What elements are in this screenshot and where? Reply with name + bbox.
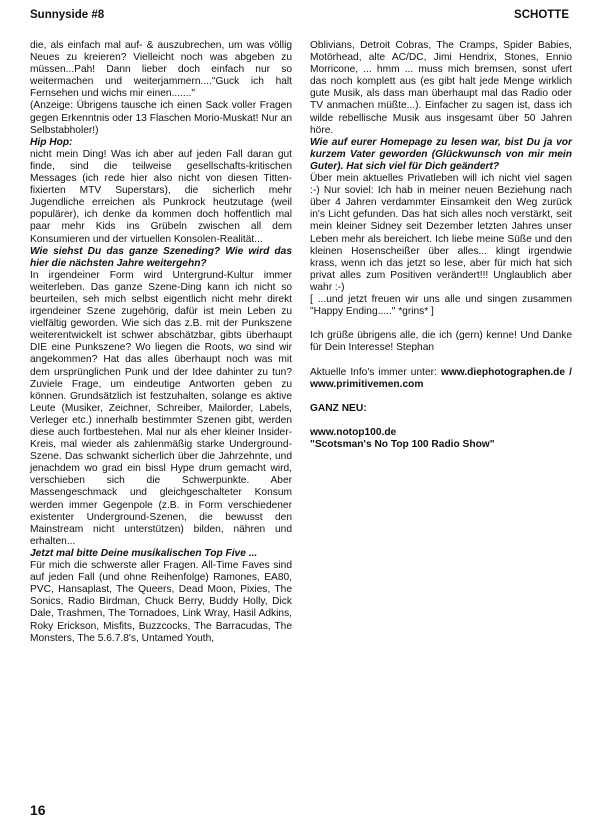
paragraph-spacer <box>310 415 572 427</box>
interview-question: Jetzt mal bitte Deine musikalischen Top Five ... <box>30 547 258 559</box>
right-column <box>310 40 572 451</box>
info-links <box>310 367 572 391</box>
paragraph-spacer <box>310 391 572 403</box>
answer-paragraph: (Anzeige: Übrigens tausche ich einen Sack voller Fragen gegen Erkenntnis oder 13 Flaschen Morio-Muskat! Nur an Selbstabholer!) <box>30 100 292 136</box>
answer-paragraph: nicht mein Ding! Was ich aber auf jeden Fall daran gut finde, sind die teilweise gesellschafts-kritischen Messages (ich rede hier also nicht von diesen Titten-fixierten MTV Superstars), die sicherlich mehr Jugendliche erreichen als Punkrock heutzutage (weil populärer), ich denke da kommen doch hoffentlich mal paar mehr Kids ins Grübeln zwischen all dem Konsumieren und der virtuellen Konsolen-Realität... <box>30 148 292 245</box>
section-title: SCHOTTE <box>514 9 569 21</box>
page-number: 16 <box>30 802 46 818</box>
paragraph-spacer <box>310 318 572 330</box>
left-column <box>30 40 292 645</box>
interview-question: Hip Hop: <box>30 136 73 148</box>
magazine-issue-title: Sunnyside #8 <box>30 9 105 21</box>
answer-paragraph: die, als einfach mal auf- & auszubrechen, um was völlig Neues zu kreieren? Vielleicht noch was abgeben zu müssen...Pah! Dann lieber doch einfach nur so weitermachen und weiterjammern...."Guck ich halt Fernsehen und wichs mir einen......." <box>30 40 292 100</box>
answer-paragraph: In irgendeiner Form wird Untergrund-Kultur immer weiterleben. Das ganze Szene-Ding kann ich nicht so beurteilen, seh mich selbst eigentlich nicht mehr direkt irgendeiner Szene zugehörig, dafür ist mein Leben zu vielfältig geworden. Wie sich das z.B. mit der Punkszene weiterentwickelt ist schwer abschätzbar, gibts überhaupt DIE eine Punkszene? Wo liegen die Roots, wo sind wir angekommen? Hat das alles überhaupt noch was mit dem ursprünglichen Punk und der Idee dahinter zu tun? Zuviele Frage, um eindeutige Antworten geben zu können. Grundsätzlich ist festzuhalten, solange es aktive Leute (Musiker, Zeichner, Schreiber, Mailorder, Labels, Verleger etc.) innerhalb bestimmter Szenen gibt, werden diese auch fortbestehen. Mal nur als eher kleiner Insider-Kreis, mal wieder als zahlenmäßig starke Underground-Szene. Das schwankt sicherlich über die Jahrzehnte, und jenachdem wo grad ein bissl Hype drum gemacht wird, verschieben sich die Schwerpunkte. Aber Massengeschmack und gleichgeschalteter Konsum werden immer Gegenpole (z.B. in Form verschiedener existenter Underground-Szenen, die bewusst den Mainstream nicht unterstützen) bilden, nähren und erhalten... <box>30 269 292 547</box>
website-links: www.diephotographen.de / www.primitivemen.com <box>310 366 572 390</box>
interview-question: Wie auf eurer Homepage zu lesen war, bist Du ja vor kurzem Vater geworden (Glückwunsch von mir mein Guter). Hat sich viel für Dich geändert? <box>310 136 572 172</box>
answer-paragraph: Ich grüße übrigens alle, die ich (gern) kenne! Und Danke für Dein Interesse! Stephan <box>310 330 572 354</box>
interview-question: Wie siehst Du das ganze Szeneding? Wie wird das hier die nächsten Jahre weitergehn? <box>30 245 292 269</box>
paragraph-spacer <box>310 354 572 366</box>
answer-paragraph: Für mich die schwerste aller Fragen. All-Time Faves sind auf jeden Fall (und ohne Reihenfolge) Ramones, EA80, PVC, Hansaplast, The Queers, Dead Moon, Pixies, The Sonics, Radio Birdman, Chuck Berry, Buddy Holly, Dick Dale, Trashmen, The Tornadoes, Link Wray, Hasil Adkins, Roky Erickson, Misfits, Buzzcocks, The Barracudas, The Monsters, The 5.6.7.8's, Untamed Youth, <box>30 560 292 644</box>
answer-paragraph: Über mein aktuelles Privatleben will ich nicht viel sagen :-) Nur soviel: Ich hab in meiner neuen Beziehung nach über 4 Jahren verdammter Einsamkeit den Weg zurück in's Licht gefunden. Das hat sich alles noch verstärkt, seit mein kleiner Sidney seit Dezember letzten Jahres unser Leben mehr als bereichert. Ich liebe meine Süße und den kleinen Hosenscheißer über alles... klingt irgendwie krass, wenn ich das jetzt so lese, aber für mich hat sich privat alles zum Positiven verändert!!! Unglaublich aber wahr :-) <box>310 173 572 293</box>
info-links-label: Aktuelle Info's immer unter: <box>310 366 437 378</box>
bold-note: www.notop100.de <box>310 427 397 438</box>
answer-paragraph: Oblivians, Detroit Cobras, The Cramps, Spider Babies, Motörhead, alte AC/DC, Jimi Hendrix, Stones, Ennio Morricone, ... hmm ... muss mich bremsen, sonst ufert das noch komplett aus (es gibt halt jede Menge wirklich gute Musik, als dass man überhaupt mal das Radio oder TV anmachen müßte...). Einfacher zu sagen ist, dass ich wilde rebellische Musik aus insgesamt über 50 Jahren höre. <box>310 40 572 136</box>
bold-note: GANZ NEU: <box>310 402 367 414</box>
bold-note: "Scotsman's No Top 100 Radio Show" <box>310 439 495 451</box>
answer-paragraph: [ ...und jetzt freuen wir uns alle und singen zusammen "Happy Ending....." *grins* ] <box>310 293 572 318</box>
